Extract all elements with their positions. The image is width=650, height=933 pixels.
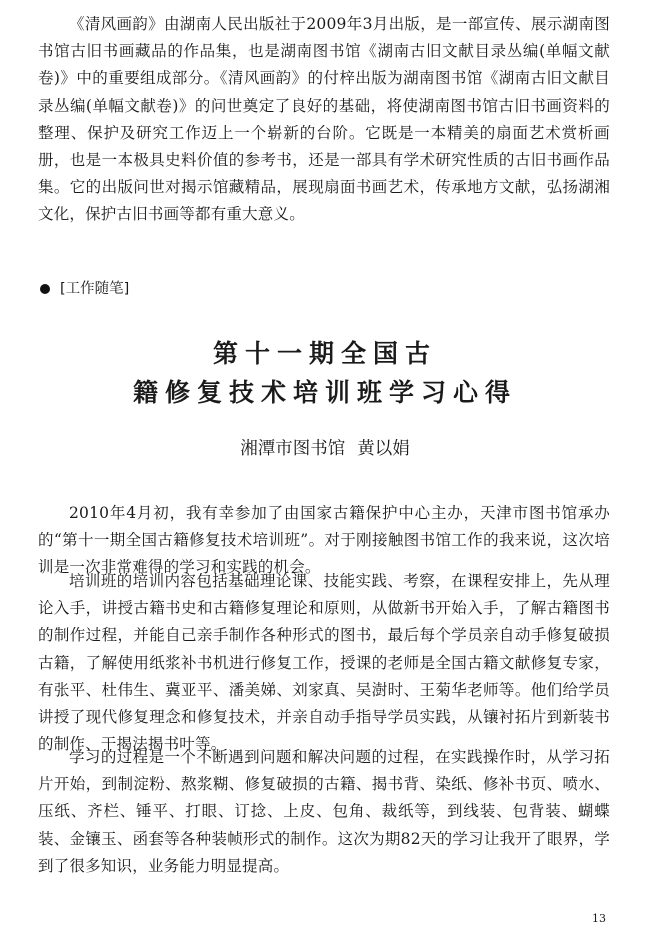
- article-title-line-2: 籍修复技术培训班学习心得: [132, 378, 517, 407]
- article-paragraph-3: 学习的过程是一个不断遇到问题和解决问题的过程，在实践操作时，从学习拓片开始，到制淀粉、熬浆糊、修复破损的古籍、揭书背、染纸、修补书页、喷水、压纸、齐栏、锤平、打眼、订捻、上皮、包角、裁纸等，到线装、包背装、蝴蝶装、金镶玉、函套等各种装帧形式的制作。这次为期82天的学习让我开了眼界，学到了很多知识，业务能力明显提高。: [38, 748, 610, 875]
- section-tag: [40, 279, 129, 299]
- section-tag-label: [工作随笔]: [60, 281, 130, 297]
- article-paragraph-2: 培训班的培训内容包括基础理论课、技能实践、考察，在课程安排上，先从理论入手，讲授古籍书史和古籍修复理论和原则，从做新书开始入手，了解古籍图书的制作过程，并能自己亲手制作各种形式的图书，最后每个学员亲自动手修复破损古籍，了解使用纸浆补书机进行修复工作，授课的老师是全国古籍文献修复专家，有张平、杜伟生、冀亚平、潘美娣、刘家真、吴澍时、王菊华老师等。他们给学员讲授了现代修复理念和修复技术，并亲自动手指导学员实践，从镶衬拓片到新装书的制作、干揭法揭书叶等。: [38, 572, 610, 754]
- article-byline: [0, 436, 650, 462]
- article-paragraph-1: 2010年4月初，我有幸参加了由国家古籍保护中心主办，天津市图书馆承办的“第十一期全国古籍修复技术培训班”。对于刚接触图书馆工作的我来说，这次培训是一次非常难得的学习和实践的机会。: [38, 504, 610, 577]
- intro-paragraph: 《清风画韵》由湖南人民出版社于2009年3月出版，是一部宣传、展示湖南图书馆古旧书画藏品的作品集，也是湖南图书馆《湖南古旧文献目录丛编(单幅文献卷)》中的重要组成部分。《清风画韵》的付梓出版为湖南图书馆《湖南古旧文献目录丛编(单幅文献卷)》的问世奠定了良好的基础，将使湖南图书馆古旧书画资料的整理、保护及研究工作迈上一个崭新的台阶。它既是一本精美的扇面艺术赏析画册，也是一本极具史料价值的参考书，还是一部具有学术研究性质的古旧书画作品集。它的出版问世对揭示馆藏精品，展现扇面书画艺术，传承地方文献，弘扬湖湘文化，保护古旧书画等都有重大意义。: [38, 15, 610, 224]
- author-name: 黄以娟: [357, 439, 410, 459]
- bullet-icon: [40, 284, 50, 294]
- page-number: 13: [592, 912, 606, 925]
- author-organization: 湘潭市图书馆: [240, 439, 346, 459]
- article-title-line-1: 第十一期全国古: [212, 339, 437, 368]
